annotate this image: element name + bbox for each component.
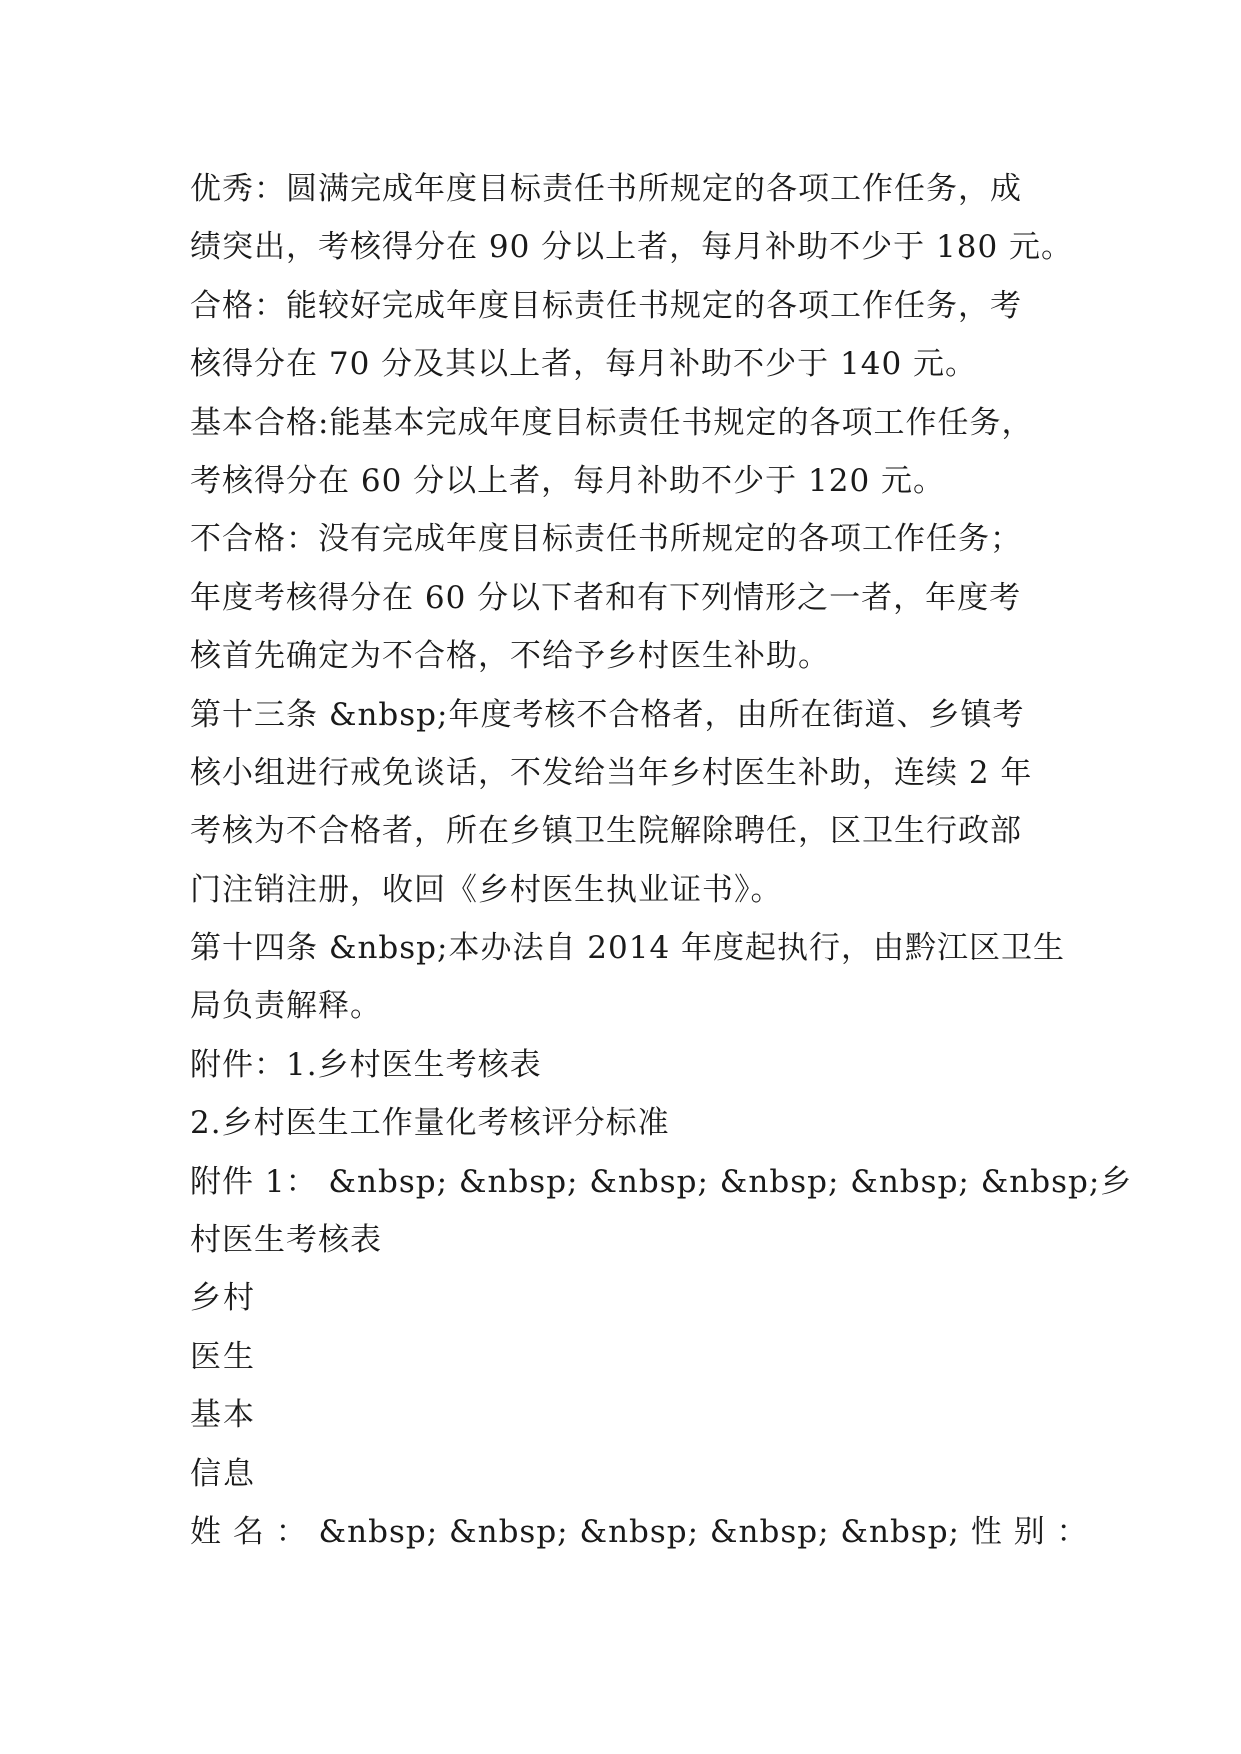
text-line: 村医生考核表 bbox=[190, 1222, 382, 1259]
text-line: 2.乡村医生工作量化考核评分标准 bbox=[190, 1105, 670, 1142]
text-line: 附件 1： &nbsp; &nbsp; &nbsp; &nbsp; &nbsp; &nbsp;乡 bbox=[190, 1163, 1133, 1200]
document-body bbox=[190, 160, 1133, 1561]
text-line: 核小组进行戒免谈话，不发给当年乡村医生补助，连续 2 年 bbox=[190, 754, 1033, 791]
text-line: 核得分在 70 分及其以上者，每月补助不少于 140 元。 bbox=[190, 346, 978, 383]
text-line: 考核得分在 60 分以上者，每月补助不少于 120 元。 bbox=[190, 462, 946, 499]
text-line: 乡村 bbox=[190, 1280, 256, 1317]
text-line: 第十三条 &nbsp;年度考核不合格者，由所在街道、乡镇考 bbox=[190, 696, 1025, 733]
text-line: 绩突出，考核得分在 90 分以上者，每月补助不少于 180 元。 bbox=[190, 229, 1074, 266]
text-line: 医生 bbox=[190, 1338, 256, 1375]
text-line: 姓 名 ： &nbsp; &nbsp; &nbsp; &nbsp; &nbsp; 性 别 ： bbox=[190, 1513, 1089, 1550]
text-line: 核首先确定为不合格，不给予乡村医生补助。 bbox=[190, 638, 830, 675]
text-line: 附件：1.乡村医生考核表 bbox=[190, 1046, 542, 1083]
text-line: 信息 bbox=[190, 1455, 256, 1492]
text-line: 门注销注册，收回《乡村医生执业证书》。 bbox=[190, 871, 783, 908]
text-line: 年度考核得分在 60 分以下者和有下列情形之一者，年度考 bbox=[190, 579, 1022, 616]
text-line: 不合格：没有完成年度目标责任书所规定的各项工作任务； bbox=[190, 521, 1022, 558]
text-line: 考核为不合格者，所在乡镇卫生院解除聘任，区卫生行政部 bbox=[190, 813, 1022, 850]
text-line: 合格：能较好完成年度目标责任书规定的各项工作任务，考 bbox=[190, 287, 1022, 324]
text-line: 优秀：圆满完成年度目标责任书所规定的各项工作任务，成 bbox=[190, 171, 1022, 207]
text-line: 局负责解释。 bbox=[190, 988, 382, 1025]
text-line: 基本合格:能基本完成年度目标责任书规定的各项工作任务， bbox=[190, 404, 1034, 441]
text-line: 基本 bbox=[190, 1397, 256, 1434]
text-line: 第十四条 &nbsp;本办法自 2014 年度起执行，由黔江区卫生 bbox=[190, 930, 1066, 967]
